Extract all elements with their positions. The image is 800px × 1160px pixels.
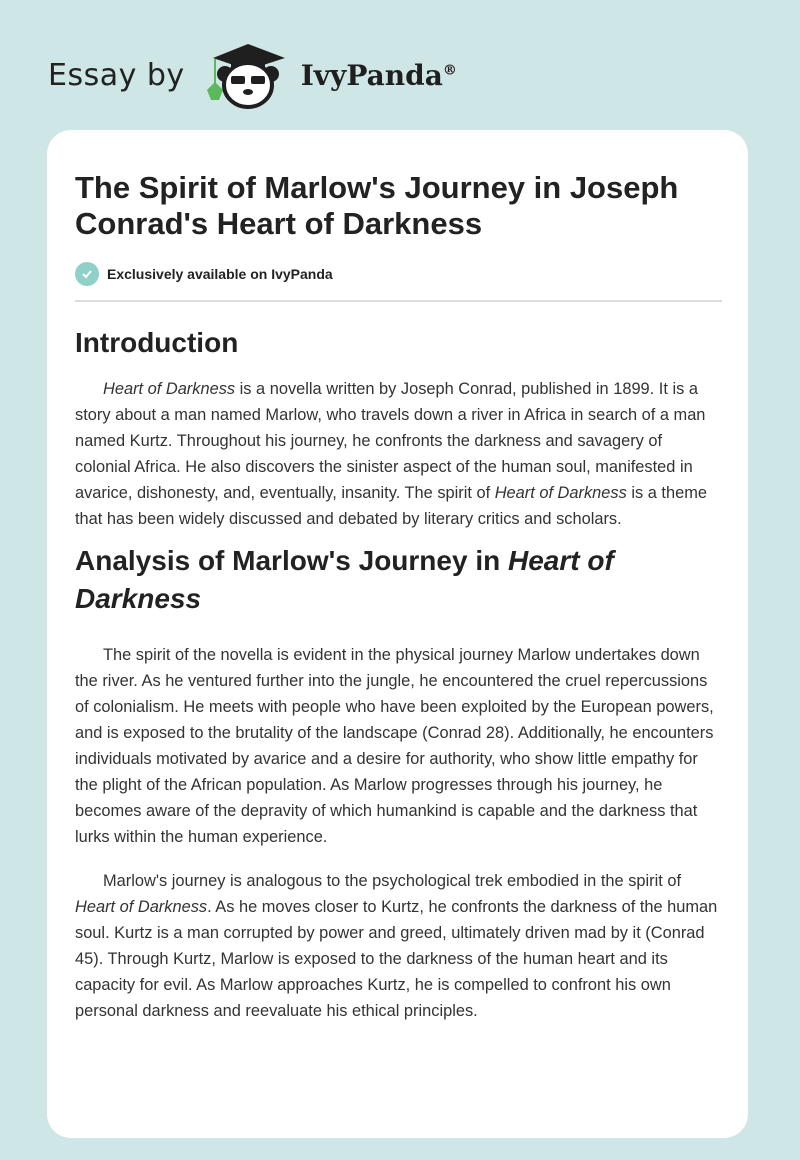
- brand-header[interactable]: [48, 40, 457, 110]
- divider: [75, 300, 722, 302]
- essay-by-label: Essay by: [48, 57, 185, 93]
- italic-title: Heart of Darkness: [103, 380, 236, 398]
- italic-title: Heart of Darkness: [75, 898, 208, 916]
- heading-italic: Heart of Darkness: [75, 545, 614, 614]
- exclusive-label: Exclusively available on IvyPanda: [107, 266, 333, 282]
- text: is a theme that has been widely discussed and debated by literary critics and scholars.: [75, 484, 707, 528]
- paragraph-introduction: [75, 376, 722, 532]
- panda-logo-icon: [203, 40, 293, 110]
- brand-name: IvyPanda: [300, 58, 443, 92]
- text: is a novella written by Joseph Conrad, published in 1899. It is a story about a man named Marlow, who travels down a river in Africa in search of a man named Kurtz. Throughout his journey, he confronts the darkness and savagery of colonial Africa. He also discovers the sinister aspect of the human soul, manifested in avarice, dishonesty, and, eventually, insanity. The spirit of: [75, 380, 706, 502]
- section-heading-introduction: Introduction: [75, 327, 239, 358]
- paragraph-analysis-2: [75, 868, 722, 1024]
- exclusive-badge: [75, 262, 722, 286]
- section-heading-analysis: [75, 542, 722, 618]
- text: Marlow's journey is analogous to the psychological trek embodied in the spirit of: [103, 872, 682, 890]
- check-icon: [75, 262, 99, 286]
- paragraph-analysis-1: The spirit of the novella is evident in the physical journey Marlow undertakes down the river. As he ventured further into the jungle, he encountered the cruel repercussions of colonialism. He meets with people who have been exploited by the European powers, and is exposed to the brutality of the landscape (Conrad 28). Additionally, he encounters individuals motivated by avarice and a desire for authority, who show little empathy for the plight of the African population. As Marlow progresses through his journey, he becomes aware of the depravity of which humankind is capable and the darkness that lurks within the human experience.: [75, 646, 714, 846]
- heading-text: Analysis of Marlow's Journey in: [75, 545, 508, 576]
- registered-mark: ®: [442, 62, 457, 79]
- text: . As he moves closer to Kurtz, he confronts the darkness of the human soul. Kurtz is a man corrupted by power and greed, ultimately driven mad by it (Conrad 45). Through Kurtz, Marlow is exposed to the darkness of the human heart and its capacity for evil. As Marlow approaches Kurtz, he is compelled to confront his own personal darkness and reevaluate his ethical principles.: [75, 898, 718, 1020]
- italic-title: Heart of Darkness: [494, 484, 627, 502]
- ivypanda-logo-text: [301, 59, 457, 92]
- essay-card: [47, 130, 748, 1138]
- essay-title: The Spirit of Marlow's Journey in Joseph Conrad's Heart of Darkness: [75, 170, 679, 241]
